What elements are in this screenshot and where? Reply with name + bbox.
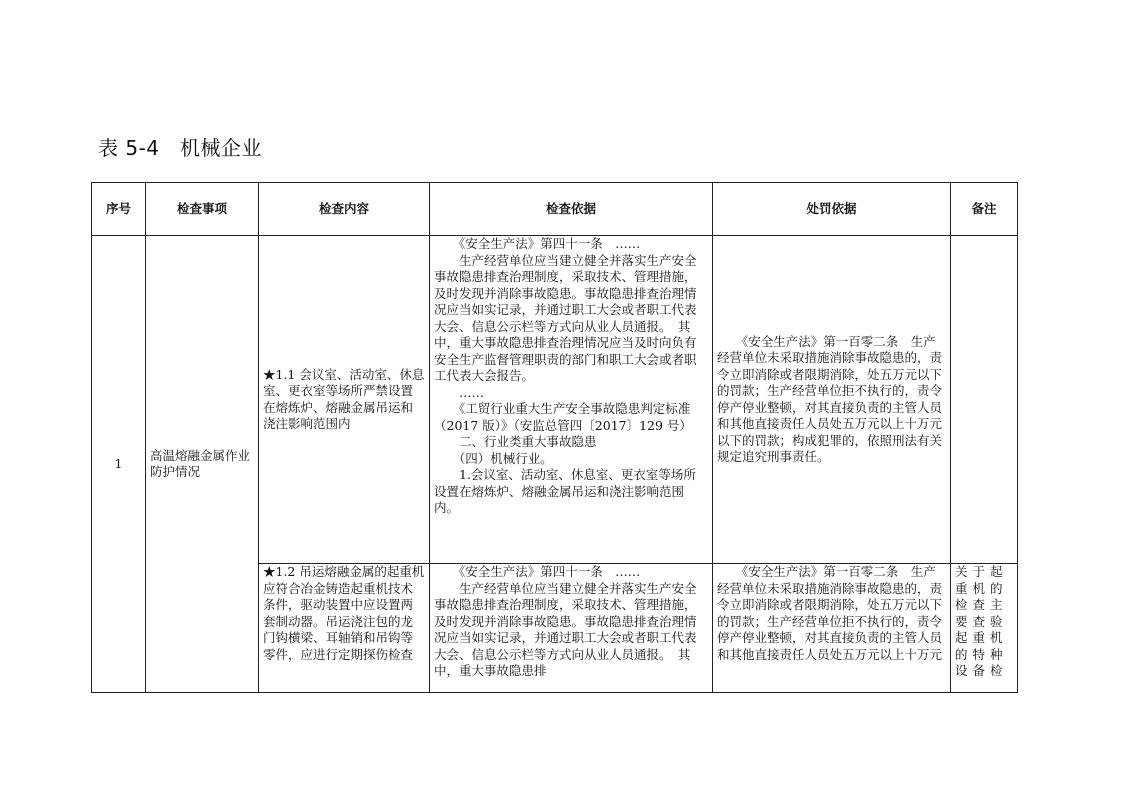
row-note: 关于起重机的检查主要查验起重机的特种设备检 (951, 564, 1018, 693)
header-item: 检查事项 (146, 183, 259, 236)
header-penalty: 处罚依据 (713, 183, 951, 236)
row-index: 1 (92, 236, 146, 693)
inspection-table (91, 182, 1018, 693)
table-header-row (92, 183, 1018, 236)
table-row (92, 236, 1018, 564)
row-basis: 《安全生产法》第四十一条 …… 生产经营单位应当建立健全并落实生产安全事故隐患排查治理制度，采取技术、管理措施，及时发现并消除事故隐患。事故隐患排查治理情况应当如实记录，并通过职工大会或者职工代表大会、信息公示栏等方式向从业人员通报。 其中，重大事故隐患排查治理情况应当及时向负有安全生产监督管理职责的部门和职工大会或者职工代表大会报告。 …… 《工贸行业重大生产安全事故隐患判定标准（2017 版）》（安监总管四〔2017〕129 号） 二、行业类重大事故隐患 （四）机械行业。 1.会议室、活动室、休息室、更衣室等场所设置在熔炼炉、熔融金属吊运和浇注影响范围内。 (430, 236, 713, 564)
row-content: ★1.1 会议室、活动室、休息室、更衣室等场所严禁设置在熔炼炉、熔融金属吊运和浇注影响范围内 (259, 236, 430, 564)
row-note (951, 236, 1018, 564)
row-item: 高温熔融金属作业防护情况 (146, 236, 259, 693)
header-basis: 检查依据 (430, 183, 713, 236)
row-penalty: 《安全生产法》第一百零二条 生产经营单位未采取措施消除事故隐患的，责令立即消除或者限期消除，处五万元以下的罚款；生产经营单位拒不执行的，责令停产停业整顿，对其直接负责的主管人员和其他直接责任人员处五万元以上十万元以下的罚款；构成犯罪的，依照刑法有关规定追究刑事责任。 (713, 236, 951, 564)
header-note: 备注 (951, 183, 1018, 236)
row-basis: 《安全生产法》第四十一条 …… 生产经营单位应当建立健全并落实生产安全事故隐患排查治理制度，采取技术、管理措施，及时发现并消除事故隐患。事故隐患排查治理情况应当如实记录，并通过职工大会或者职工代表大会、信息公示栏等方式向从业人员通报。 其中，重大事故隐患排 (430, 564, 713, 693)
page-title: 表 5-4 机械企业 (98, 136, 263, 160)
row-content: ★1.2 吊运熔融金属的起重机应符合冶金铸造起重机技术条件，驱动装置中应设置两套制动器。吊运浇注包的龙门钩横梁、耳轴销和吊钩等零件，应进行定期探伤检查 (259, 564, 430, 693)
header-index: 序号 (92, 183, 146, 236)
header-content: 检查内容 (259, 183, 430, 236)
row-penalty: 《安全生产法》第一百零二条 生产经营单位未采取措施消除事故隐患的，责令立即消除或者限期消除，处五万元以下的罚款；生产经营单位拒不执行的，责令停产停业整顿，对其直接负责的主管人员和其他直接责任人员处五万元以上十万元 (713, 564, 951, 693)
